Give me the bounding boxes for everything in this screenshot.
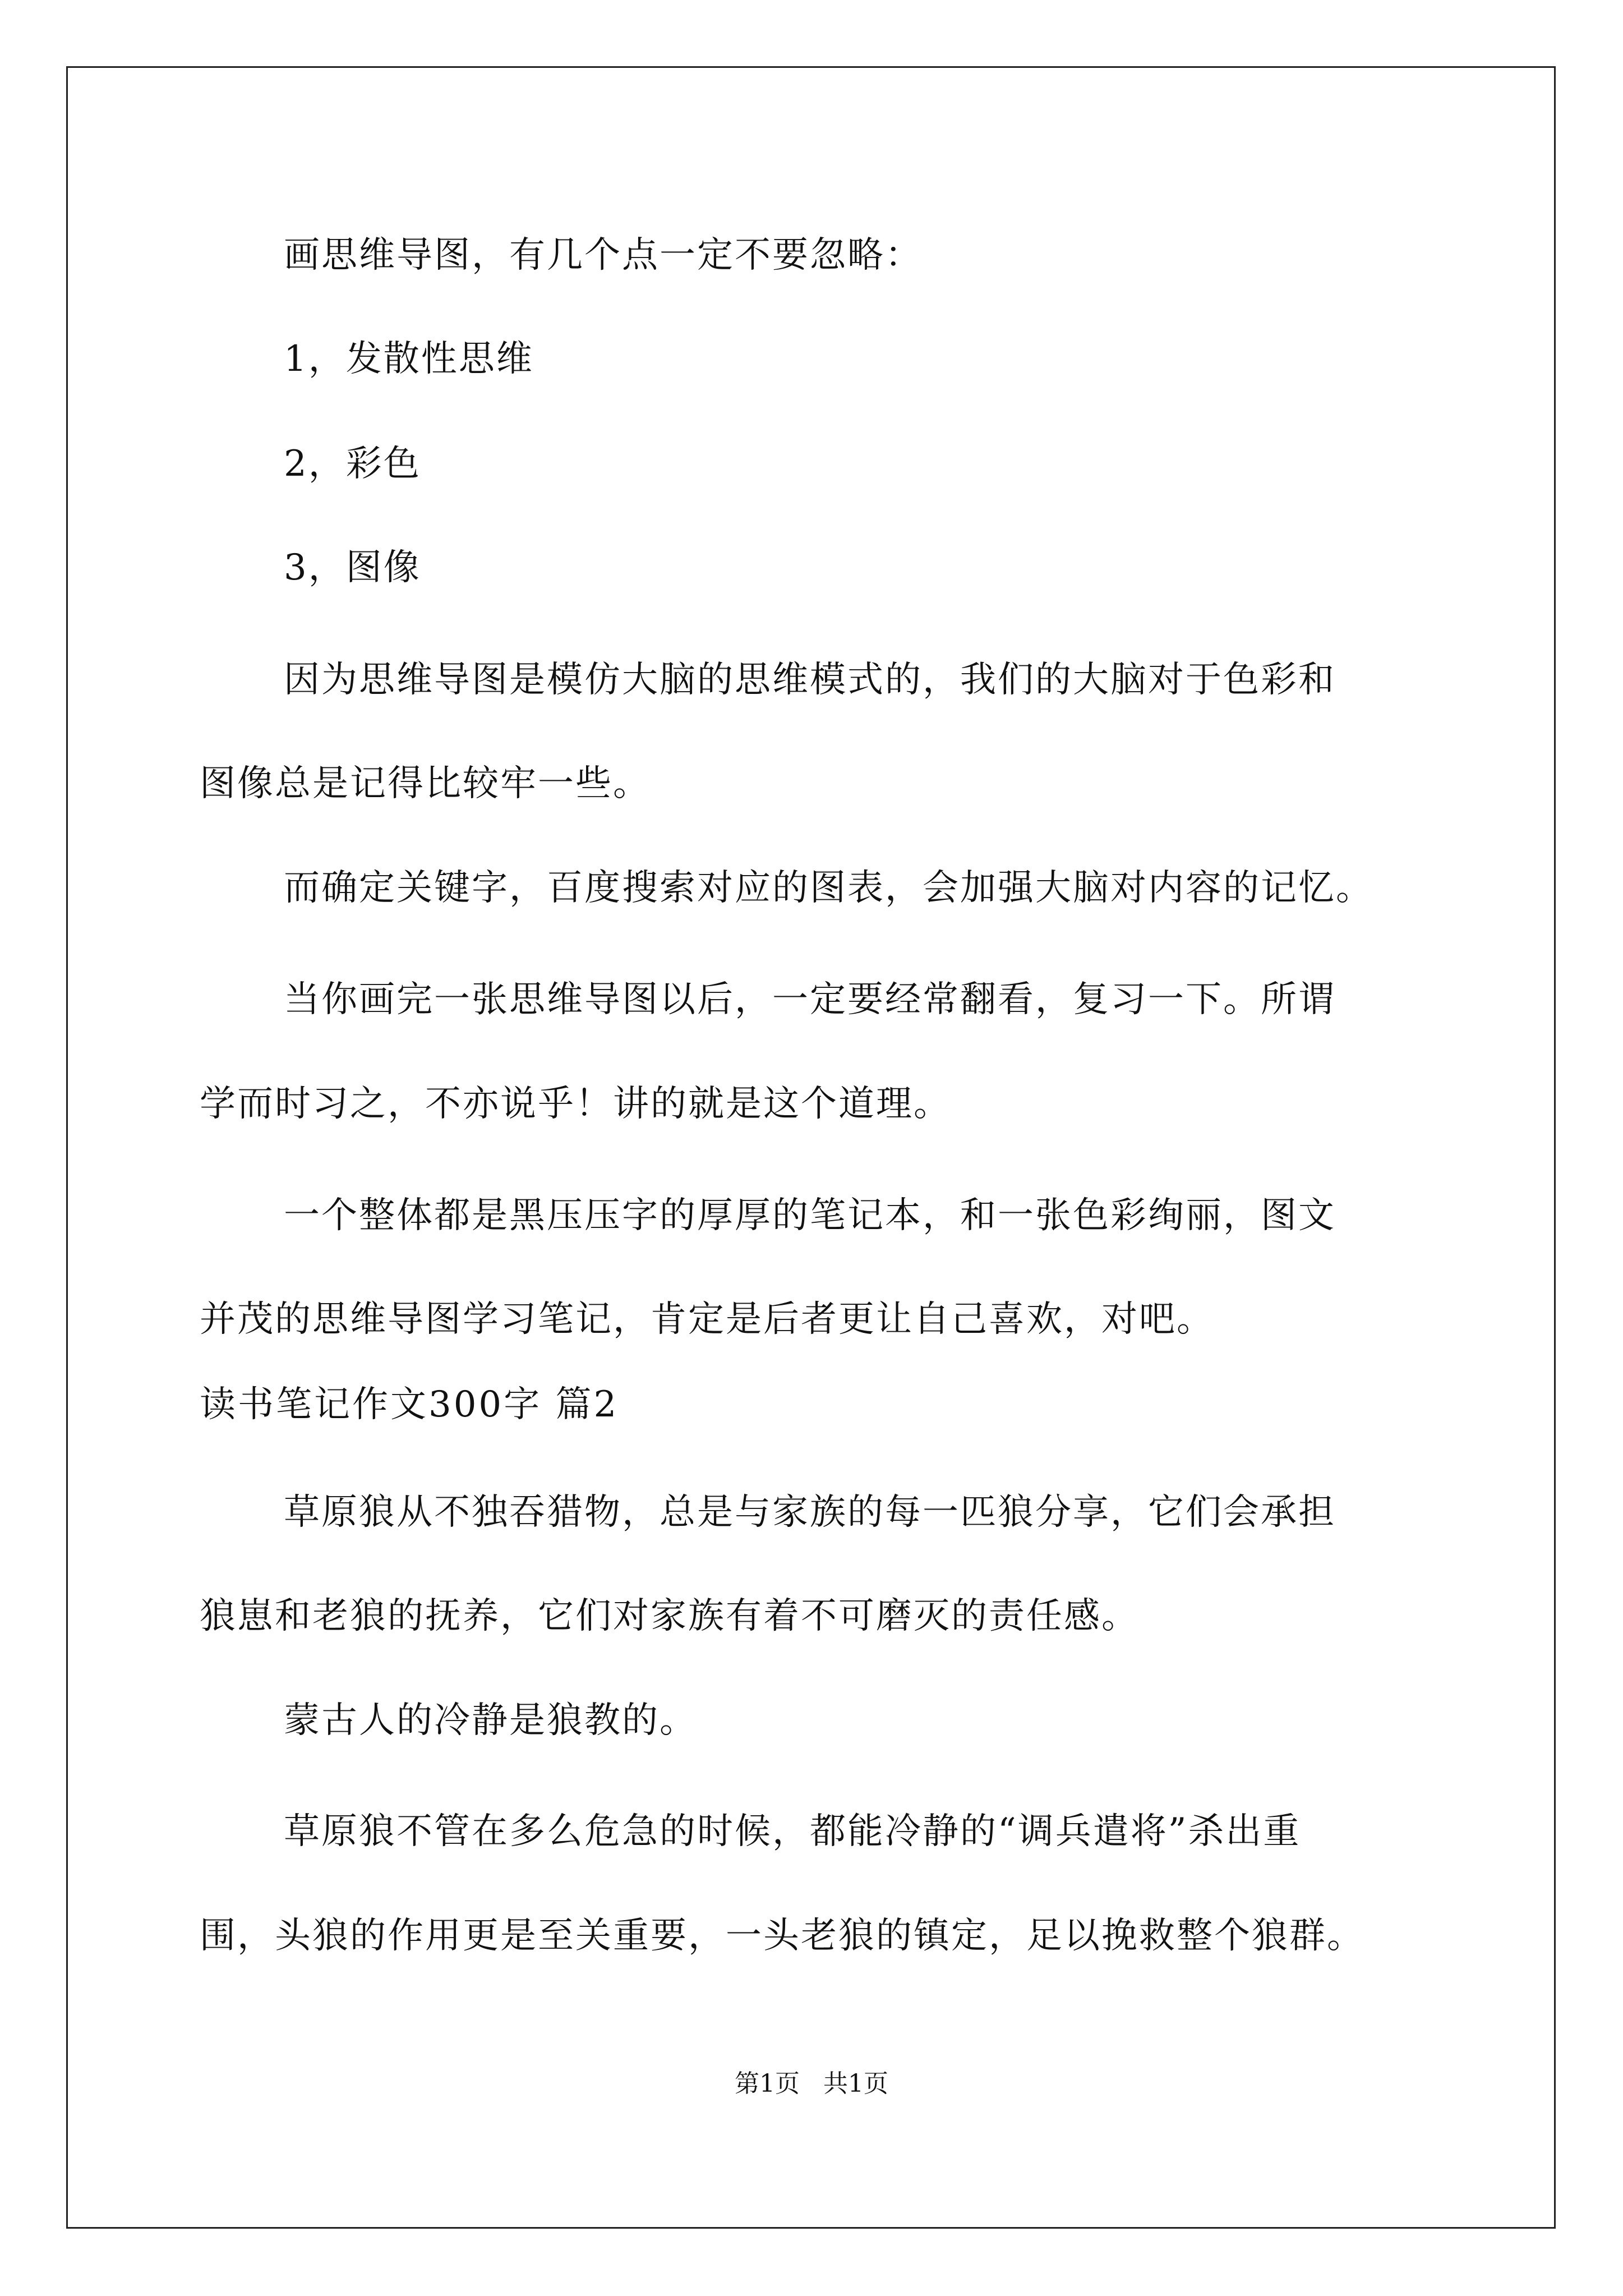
paragraph-line: 图像总是记得比较牢一些。 bbox=[200, 763, 651, 804]
paragraph-line: 学而时习之，不亦说乎！讲的就是这个道理。 bbox=[200, 1083, 951, 1125]
paragraph-line: 围，头狼的作用更是至关重要，一头老狼的镇定，足以挽救整个狼群。 bbox=[200, 1915, 1364, 1957]
paragraph-line: 蒙古人的冷静是狼教的。 bbox=[284, 1700, 697, 1741]
list-item-3: 3，图像 bbox=[284, 547, 421, 588]
paragraph-line: 因为思维导图是模仿大脑的思维模式的，我们的大脑对于色彩和 bbox=[284, 659, 1336, 701]
paragraph-line: 草原狼不管在多么危急的时候，都能冷静的“调兵遣将”杀出重 bbox=[284, 1811, 1301, 1852]
paragraph-line: 画思维导图，有几个点一定不要忽略： bbox=[284, 234, 923, 276]
section-heading: 读书笔记作文300字 篇2 bbox=[200, 1384, 619, 1425]
paragraph-line: 草原狼从不独吞猎物，总是与家族的每一匹狼分享，它们会承担 bbox=[284, 1492, 1336, 1533]
paragraph-line: 狼崽和老狼的抚养，它们对家族有着不可磨灭的责任感。 bbox=[200, 1595, 1139, 1637]
paragraph-line: 当你画完一张思维导图以后，一定要经常翻看，复习一下。所谓 bbox=[284, 979, 1336, 1020]
paragraph-line: 并茂的思维导图学习笔记，肯定是后者更让自己喜欢，对吧。 bbox=[200, 1299, 1214, 1340]
list-item-2: 2，彩色 bbox=[284, 443, 421, 485]
page-border bbox=[66, 66, 1556, 2229]
paragraph-line: 而确定关键字，百度搜索对应的图表，会加强大脑对内容的记忆。 bbox=[284, 867, 1373, 909]
paragraph-line: 一个整体都是黑压压字的厚厚的笔记本，和一张色彩绚丽，图文 bbox=[284, 1195, 1336, 1236]
page-footer: 第1页 共1页 bbox=[735, 2069, 888, 2098]
list-item-1: 1，发散性思维 bbox=[284, 338, 534, 380]
